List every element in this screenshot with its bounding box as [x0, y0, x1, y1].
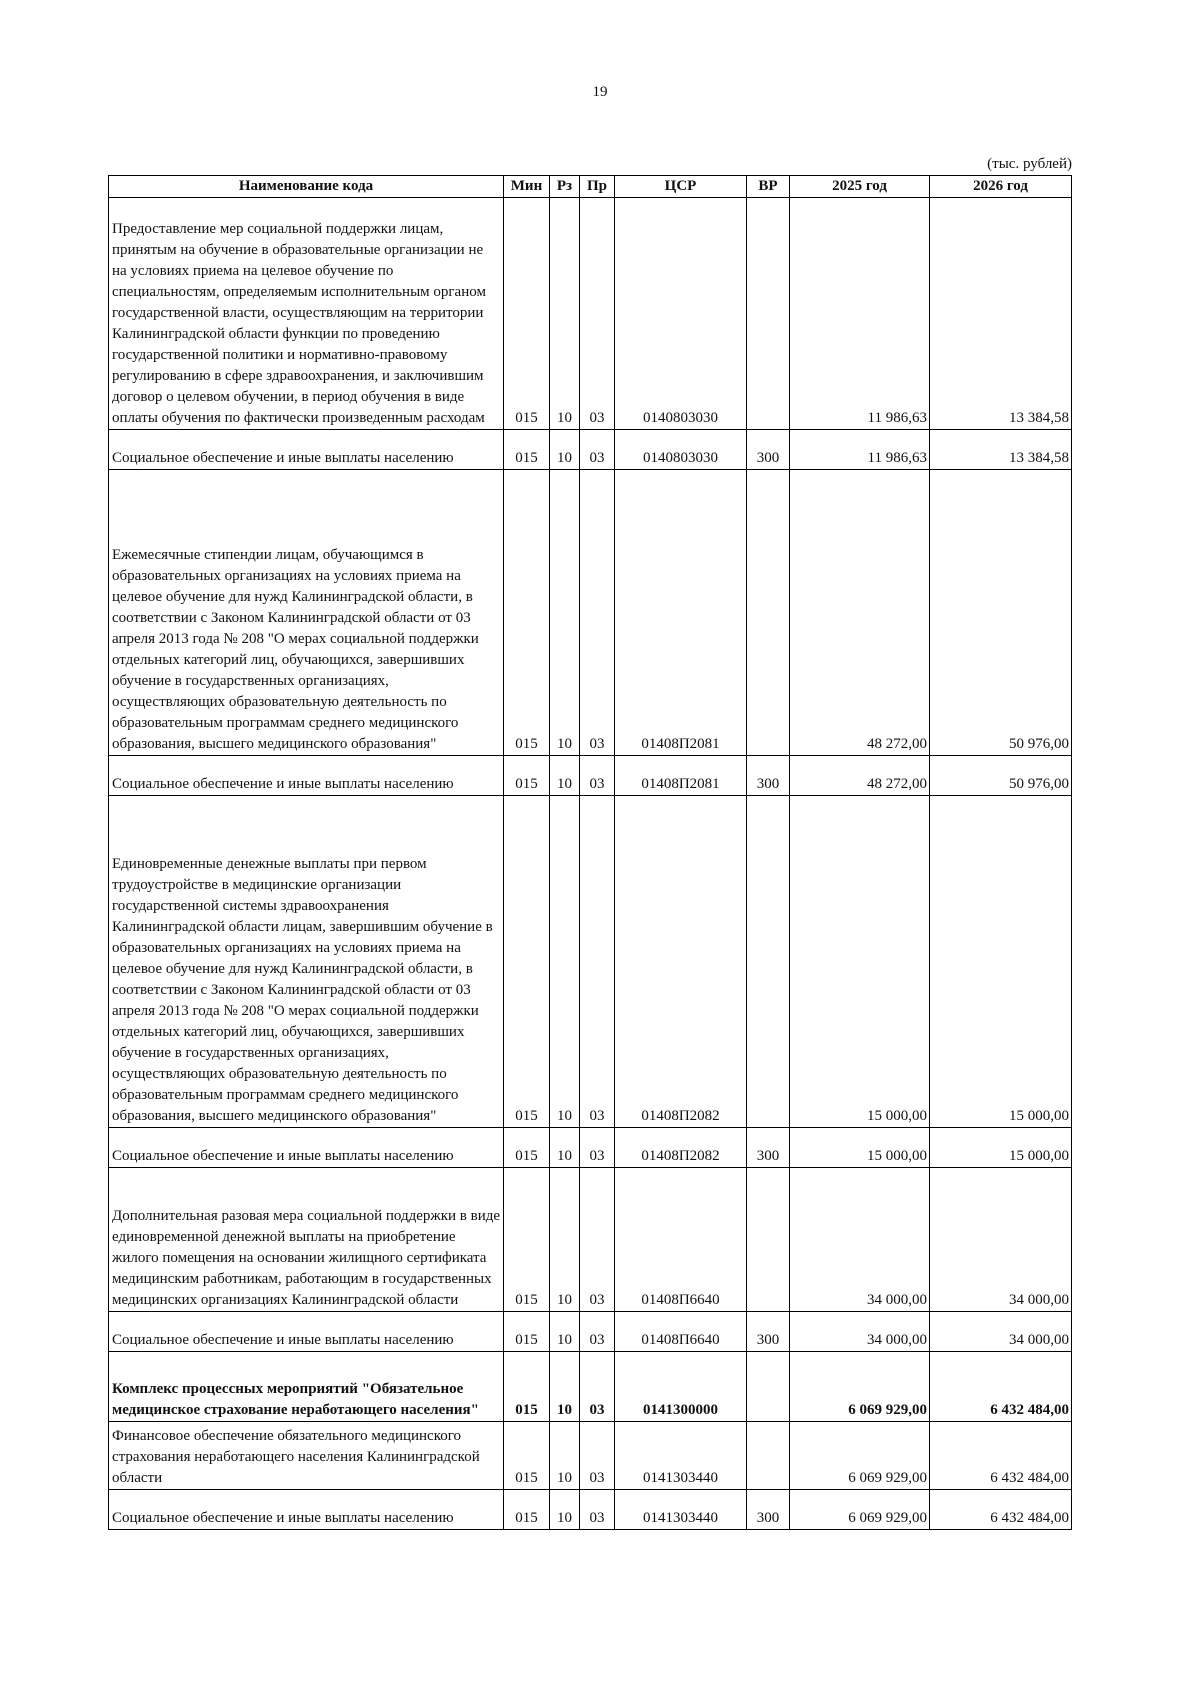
row-2026: 15 000,00: [930, 1128, 1072, 1168]
row-csr: 0141300000: [615, 1352, 747, 1422]
row-name: Социальное обеспечение и иные выплаты населению: [109, 1312, 504, 1352]
row-2026: 6 432 484,00: [930, 1352, 1072, 1422]
row-min: 015: [504, 1168, 550, 1312]
row-2025: 6 069 929,00: [790, 1490, 930, 1530]
row-csr: 0140803030: [615, 198, 747, 430]
units-label: (тыс. рублей): [987, 156, 1072, 172]
row-csr: 01408П2082: [615, 796, 747, 1128]
row-2025: 34 000,00: [790, 1312, 930, 1352]
header-min: Мин: [504, 176, 550, 198]
table-row: [109, 1352, 1072, 1422]
row-name: Социальное обеспечение и иные выплаты населению: [109, 430, 504, 470]
row-rz: 10: [550, 1168, 580, 1312]
row-rz: 10: [550, 796, 580, 1128]
row-csr: 0141303440: [615, 1490, 747, 1530]
row-pr: 03: [580, 1128, 615, 1168]
row-rz: 10: [550, 1352, 580, 1422]
header-csr: ЦСР: [615, 176, 747, 198]
row-name: Единовременные денежные выплаты при первом трудоустройстве в медицинские организации государственной системы здравоохранения Калининградской области лицам, завершившим обучение в образовательных организациях на условиях приема на целевое обучение для нужд Калининградской области, в соответствии с Законом Калининградской области от 03 апреля 2013 года № 208 "О мерах социальной поддержки отдельных категорий лиц, обучающихся, завершивших обучение в государственных организациях, осуществляющих образовательную деятельность по образовательным программам среднего медицинского образования, высшего медицинского образования": [109, 796, 504, 1128]
budget-table: [108, 175, 1072, 1530]
row-2026: 34 000,00: [930, 1312, 1072, 1352]
row-vr: [747, 198, 790, 430]
row-csr: 0141303440: [615, 1422, 747, 1490]
row-vr: 300: [747, 430, 790, 470]
row-vr: [747, 1352, 790, 1422]
row-vr: 300: [747, 1312, 790, 1352]
row-rz: 10: [550, 198, 580, 430]
row-name: Предоставление мер социальной поддержки лицам, принятым на обучение в образовательные организации не на условиях приема на целевое обучение по специальностям, определяемым исполнительным органом государственной власти, осуществляющим на территории Калининградской области функции по проведению государственной политики и нормативно-правовому регулированию в сфере здравоохранения, и заключившим договор о целевом обучении, в период обучения в виде оплаты обучения по фактически произведенным расходам: [109, 198, 504, 430]
row-2025: 6 069 929,00: [790, 1422, 930, 1490]
row-vr: 300: [747, 756, 790, 796]
row-2025: 11 986,63: [790, 430, 930, 470]
row-vr: [747, 1422, 790, 1490]
row-min: 015: [504, 198, 550, 430]
row-vr: [747, 470, 790, 756]
row-rz: 10: [550, 1422, 580, 1490]
row-vr: 300: [747, 1128, 790, 1168]
row-pr: 03: [580, 1490, 615, 1530]
row-rz: 10: [550, 1128, 580, 1168]
row-rz: 10: [550, 430, 580, 470]
row-pr: 03: [580, 1168, 615, 1312]
row-rz: 10: [550, 756, 580, 796]
row-2025: 6 069 929,00: [790, 1352, 930, 1422]
row-2025: 15 000,00: [790, 796, 930, 1128]
row-2026: 50 976,00: [930, 756, 1072, 796]
row-name: Финансовое обеспечение обязательного медицинского страхования неработающего населения Калининградской области: [109, 1422, 504, 1490]
row-min: 015: [504, 1490, 550, 1530]
row-2025: 15 000,00: [790, 1128, 930, 1168]
table-row: [109, 1312, 1072, 1352]
row-min: 015: [504, 430, 550, 470]
row-pr: 03: [580, 470, 615, 756]
row-2025: 34 000,00: [790, 1168, 930, 1312]
row-min: 015: [504, 756, 550, 796]
row-pr: 03: [580, 1422, 615, 1490]
table-header-row: [109, 176, 1072, 198]
row-name: Комплекс процессных мероприятий "Обязательное медицинское страхование неработающего населения": [109, 1352, 504, 1422]
header-pr: Пр: [580, 176, 615, 198]
table-row: [109, 1422, 1072, 1490]
row-min: 015: [504, 470, 550, 756]
row-2025: 11 986,63: [790, 198, 930, 430]
header-2025: 2025 год: [790, 176, 930, 198]
table-row: [109, 430, 1072, 470]
row-2026: 15 000,00: [930, 796, 1072, 1128]
row-2026: 6 432 484,00: [930, 1490, 1072, 1530]
table-row: [109, 796, 1072, 1128]
row-min: 015: [504, 1312, 550, 1352]
row-pr: 03: [580, 1312, 615, 1352]
row-2026: 34 000,00: [930, 1168, 1072, 1312]
page-number: 19: [592, 84, 608, 100]
row-2026: 6 432 484,00: [930, 1422, 1072, 1490]
row-pr: 03: [580, 756, 615, 796]
row-2026: 13 384,58: [930, 198, 1072, 430]
row-pr: 03: [580, 198, 615, 430]
table-row: [109, 1128, 1072, 1168]
row-min: 015: [504, 796, 550, 1128]
row-csr: 01408П2081: [615, 756, 747, 796]
row-name: Дополнительная разовая мера социальной поддержки в виде единовременной денежной выплаты на приобретение жилого помещения на основании жилищного сертификата медицинским работникам, работающим в государственных медицинских организациях Калининградской области: [109, 1168, 504, 1312]
table-row: [109, 198, 1072, 430]
row-csr: 01408П2081: [615, 470, 747, 756]
row-name: Социальное обеспечение и иные выплаты населению: [109, 756, 504, 796]
row-min: 015: [504, 1352, 550, 1422]
row-rz: 10: [550, 1312, 580, 1352]
header-rz: Рз: [550, 176, 580, 198]
row-name: Социальное обеспечение и иные выплаты населению: [109, 1490, 504, 1530]
row-vr: 300: [747, 1490, 790, 1530]
row-csr: 0140803030: [615, 430, 747, 470]
row-rz: 10: [550, 1490, 580, 1530]
row-min: 015: [504, 1128, 550, 1168]
row-vr: [747, 796, 790, 1128]
table-row: [109, 756, 1072, 796]
row-min: 015: [504, 1422, 550, 1490]
row-2025: 48 272,00: [790, 756, 930, 796]
row-csr: 01408П6640: [615, 1312, 747, 1352]
table-row: [109, 1490, 1072, 1530]
row-pr: 03: [580, 430, 615, 470]
row-csr: 01408П6640: [615, 1168, 747, 1312]
row-name: Социальное обеспечение и иные выплаты населению: [109, 1128, 504, 1168]
row-2026: 13 384,58: [930, 430, 1072, 470]
row-2025: 48 272,00: [790, 470, 930, 756]
table-row: [109, 470, 1072, 756]
row-pr: 03: [580, 796, 615, 1128]
row-2026: 50 976,00: [930, 470, 1072, 756]
row-name: Ежемесячные стипендии лицам, обучающимся в образовательных организациях на условиях приема на целевое обучение для нужд Калининградской области, в соответствии с Законом Калининградской области от 03 апреля 2013 года № 208 "О мерах социальной поддержки отдельных категорий лиц, обучающихся, завершивших обучение в государственных организациях, осуществляющих образовательную деятельность по образовательным программам среднего медицинского образования, высшего медицинского образования": [109, 470, 504, 756]
row-csr: 01408П2082: [615, 1128, 747, 1168]
row-pr: 03: [580, 1352, 615, 1422]
header-name: Наименование кода: [109, 176, 504, 198]
row-vr: [747, 1168, 790, 1312]
row-rz: 10: [550, 470, 580, 756]
header-2026: 2026 год: [930, 176, 1072, 198]
table-row: [109, 1168, 1072, 1312]
header-vr: ВР: [747, 176, 790, 198]
